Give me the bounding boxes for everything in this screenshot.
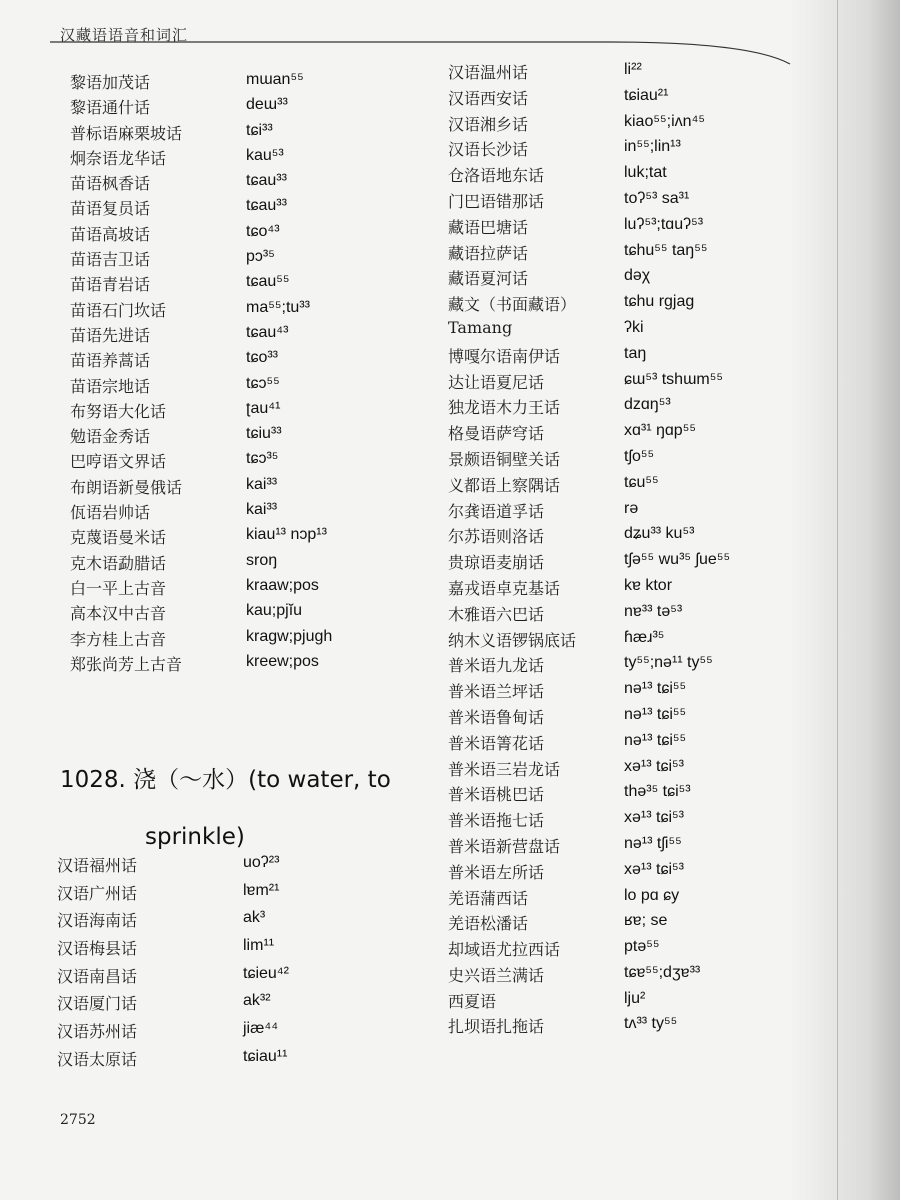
phonetic-form: tɕo³³ xyxy=(246,349,278,367)
entry-heading xyxy=(60,752,430,866)
phonetic-form: tɕo⁴³ xyxy=(246,222,280,240)
phonetic-form: sroŋ xyxy=(246,551,278,569)
phonetic-form: lɐm²¹ xyxy=(243,881,280,899)
phonetic-form: luk;tat xyxy=(624,164,667,182)
phonetic-form: xɑ³¹ ŋɑp⁵⁵ xyxy=(624,422,696,440)
entry-heading-line2: sprinkle) xyxy=(145,824,245,850)
dialect-name: 巴哼语文界话 xyxy=(70,452,167,472)
dialect-name: 普米语新营盘话 xyxy=(448,836,561,856)
phonetic-form: nə¹³ tɕi⁵⁵ xyxy=(624,731,687,749)
dialect-name: 尔龚语道孚话 xyxy=(448,501,545,521)
dialect-name: 尔苏语则洛话 xyxy=(448,527,545,547)
dialect-name: 苗语石门坎话 xyxy=(70,300,167,320)
entry-heading-line1: 1028. 浇（～水）(to water, to xyxy=(60,767,391,793)
dialect-name: 普米语兰坪话 xyxy=(448,682,545,702)
page-gutter-shadow xyxy=(790,0,900,1200)
phonetic-form: xə¹³ tɕi⁵³ xyxy=(624,757,684,775)
dialect-name: 贵琼语麦崩话 xyxy=(448,553,545,573)
phonetic-form: tɕau⁴³ xyxy=(246,323,289,341)
dialect-name: 勉语金秀话 xyxy=(70,427,151,447)
phonetic-form: tɕhu rgjag xyxy=(624,293,695,311)
phonetic-form: deɯ³³ xyxy=(246,96,288,114)
dialect-name: 普米语鲁甸话 xyxy=(448,707,545,727)
dialect-name: 汉语福州话 xyxy=(57,856,138,875)
dialect-name: 汉语苏州话 xyxy=(57,1022,138,1042)
dialect-name: 苗语养蒿话 xyxy=(70,351,151,371)
phonetic-form: dʑu³³ ku⁵³ xyxy=(624,525,695,543)
phonetic-form: nə¹³ tʃi⁵⁵ xyxy=(624,834,682,852)
phonetic-form: taŋ xyxy=(624,344,647,362)
dialect-name: 汉语南昌话 xyxy=(57,966,138,986)
dialect-name: 藏语拉萨话 xyxy=(448,243,529,263)
phonetic-form: mɯan⁵⁵ xyxy=(246,71,304,88)
phonetic-form: tɕiau¹¹ xyxy=(243,1047,288,1065)
dialect-name: 汉语湘乡话 xyxy=(448,114,529,134)
dialect-name: 史兴语兰满话 xyxy=(448,965,545,985)
dialect-name: 苗语枫香话 xyxy=(70,174,151,194)
phonetic-form: ty⁵⁵;nə¹¹ ty⁵⁵ xyxy=(624,654,713,672)
phonetic-form: ʔki xyxy=(624,318,644,336)
dialect-name: 汉语厦门话 xyxy=(57,994,138,1014)
dialect-name: 苗语复员话 xyxy=(70,199,151,219)
phonetic-form: kau;pjĭu xyxy=(246,602,303,620)
dialect-name: 藏文（书面藏语） xyxy=(448,295,577,315)
phonetic-form: tɕhu⁵⁵ taŋ⁵⁵ xyxy=(624,241,708,259)
phonetic-form: kɐ ktor xyxy=(624,576,673,594)
dialect-name: 苗语吉卫话 xyxy=(70,250,151,270)
dialect-name: 藏语巴塘话 xyxy=(448,217,529,237)
dialect-name: 汉语广州话 xyxy=(57,883,138,903)
dialect-name: 佤语岩帅话 xyxy=(70,503,151,523)
dialect-name: 克木语勐腊话 xyxy=(70,553,167,573)
page-number: 2752 xyxy=(60,1112,96,1128)
phonetic-form: nə¹³ tɕi⁵⁵ xyxy=(624,680,687,698)
phonetic-form: tʌ³³ ty⁵⁵ xyxy=(624,1015,678,1033)
phonetic-form: pɔ³⁵ xyxy=(246,248,275,266)
dialect-name: 汉语海南话 xyxy=(57,911,138,931)
phonetic-form: thə³⁵ tɕi⁵³ xyxy=(624,783,691,801)
dialect-name: 西夏语 xyxy=(448,991,497,1011)
phonetic-form: dəχ xyxy=(624,267,651,285)
phonetic-form: li²² xyxy=(624,61,642,78)
dialect-name: 嘉戎语卓克基话 xyxy=(448,578,561,598)
dialect-name: 却域语尤拉西话 xyxy=(448,940,561,960)
phonetic-form: tɕau³³ xyxy=(246,197,287,215)
dialect-name: 高本汉中古音 xyxy=(70,604,167,624)
phonetic-form: tʃo⁵⁵ xyxy=(624,447,655,465)
dialect-name: 普米语箐花话 xyxy=(448,733,545,753)
dialect-name: 汉语长沙话 xyxy=(448,140,529,160)
dialect-name: 苗语宗地话 xyxy=(70,376,151,396)
phonetic-form: kragw;pjugh xyxy=(246,627,333,645)
dialect-name: 苗语先进话 xyxy=(70,325,151,345)
phonetic-form: ak³² xyxy=(243,992,271,1010)
phonetic-form: tɕiu³³ xyxy=(246,425,282,443)
dialect-name: 李方桂上古音 xyxy=(70,629,167,649)
phonetic-form: tɕau³³ xyxy=(246,172,287,190)
dialect-name: 景颇语铜壁关话 xyxy=(448,449,561,469)
page-edge xyxy=(837,0,838,1200)
phonetic-form: ɦæɹ³⁵ xyxy=(624,628,665,646)
dialect-name: 苗语高坡话 xyxy=(70,224,151,244)
dialect-name: Tamang xyxy=(448,317,513,337)
dialect-name: 扎坝语扎拖话 xyxy=(448,1017,545,1037)
phonetic-form: nə¹³ tɕi⁵⁵ xyxy=(624,705,687,723)
phonetic-form: ʈau⁴¹ xyxy=(246,399,281,417)
phonetic-form: kau⁵³ xyxy=(246,146,284,164)
dialect-name: 博嘎尔语南伊话 xyxy=(448,346,561,366)
phonetic-form: kiau¹³ nɔp¹³ xyxy=(246,526,327,544)
phonetic-form: tɕieu⁴² xyxy=(243,964,289,982)
dialect-name: 羌语蒲西话 xyxy=(448,888,529,908)
phonetic-form: ptə⁵⁵ xyxy=(624,938,660,956)
phonetic-form: xə¹³ tɕi⁵³ xyxy=(624,809,684,827)
dialect-name: 普米语九龙话 xyxy=(448,656,545,676)
dialect-name: 门巴语错那话 xyxy=(448,191,545,211)
dialect-name: 达让语夏尼话 xyxy=(448,372,545,392)
dialect-name: 汉语温州话 xyxy=(448,63,529,82)
dialect-name: 布努语大化话 xyxy=(70,401,167,421)
header-rule xyxy=(50,30,790,70)
phonetic-form: dzɑŋ⁵³ xyxy=(624,396,671,414)
phonetic-form: rə xyxy=(624,499,639,517)
dialect-name: 普标语麻栗坡话 xyxy=(70,123,183,143)
phonetic-form: tɕi³³ xyxy=(246,121,273,139)
dialect-name: 普米语拖七话 xyxy=(448,811,545,831)
phonetic-form: tʃə⁵⁵ wu³⁵ ʃue⁵⁵ xyxy=(624,551,731,569)
dialect-name: 黎语通什话 xyxy=(70,98,151,118)
dialect-name: 义都语上察隅话 xyxy=(448,475,561,495)
dialect-name: 纳木义语锣锅底话 xyxy=(448,630,577,650)
dialect-name: 汉语西安话 xyxy=(448,88,529,108)
phonetic-form: ma⁵⁵;tu³³ xyxy=(246,298,310,316)
dialect-name: 炯奈语龙华话 xyxy=(70,148,167,168)
dialect-name: 独龙语木力王话 xyxy=(448,398,561,418)
dialect-name: 苗语青岩话 xyxy=(70,275,151,295)
dialect-name: 郑张尚芳上古音 xyxy=(70,654,183,674)
dialect-name: 藏语夏河话 xyxy=(448,269,529,289)
phonetic-form: ʁɐ; se xyxy=(624,912,668,930)
dialect-name: 木雅语六巴话 xyxy=(448,604,545,624)
phonetic-form: uoʔ²³ xyxy=(243,854,280,871)
dialect-name: 克蔑语曼米话 xyxy=(70,528,167,548)
phonetic-form: tɕɔ⁵⁵ xyxy=(246,374,280,392)
phonetic-form: xə¹³ tɕi⁵³ xyxy=(624,860,684,878)
dialect-name: 普米语三岩龙话 xyxy=(448,759,561,779)
phonetic-form: luʔ⁵³;tɑuʔ⁵³ xyxy=(624,215,704,233)
phonetic-form: kiao⁵⁵;iʌn⁴⁵ xyxy=(624,112,706,130)
phonetic-form: toʔ⁵³ sa³¹ xyxy=(624,189,690,207)
dialect-name: 羌语松潘话 xyxy=(448,914,529,934)
phonetic-form: tɕɔ³⁵ xyxy=(246,450,279,468)
dialect-name: 汉语太原话 xyxy=(57,1049,138,1069)
dialect-name: 普米语桃巴话 xyxy=(448,785,545,805)
phonetic-form: lju² xyxy=(624,989,646,1007)
phonetic-form: tɕiau²¹ xyxy=(624,86,669,104)
dialect-name: 汉语梅县话 xyxy=(57,939,138,959)
phonetic-form: ɕɯ⁵³ tshɯm⁵⁵ xyxy=(624,370,723,388)
dialect-name: 普米语左所话 xyxy=(448,862,545,882)
phonetic-form: nɐ³³ tə⁵³ xyxy=(624,602,683,620)
phonetic-form: tɕɐ⁵⁵;dʒɐ³³ xyxy=(624,963,701,981)
running-head: 汉藏语语音和词汇 xyxy=(60,26,189,44)
phonetic-form: lim¹¹ xyxy=(243,937,275,955)
phonetic-form: kai³³ xyxy=(246,501,278,519)
phonetic-form: lo pɑ ɕy xyxy=(624,886,680,904)
phonetic-form: kraaw;pos xyxy=(246,576,319,594)
dialect-name: 格曼语萨穹话 xyxy=(448,424,545,444)
phonetic-form: in⁵⁵;lin¹³ xyxy=(624,138,681,156)
phonetic-form: tɕau⁵⁵ xyxy=(246,273,290,291)
dialect-name: 布朗语新曼俄话 xyxy=(70,477,183,497)
phonetic-form: tɕu⁵⁵ xyxy=(624,473,659,491)
phonetic-form: jiæ⁴⁴ xyxy=(243,1020,279,1038)
phonetic-form: kreew;pos xyxy=(246,652,319,670)
dialect-name: 仓洛语地东话 xyxy=(448,166,545,186)
phonetic-form: kai³³ xyxy=(246,475,278,493)
dialect-name: 白一平上古音 xyxy=(70,578,167,598)
dialect-name: 黎语加茂话 xyxy=(70,73,151,92)
phonetic-form: ak³ xyxy=(243,909,266,927)
